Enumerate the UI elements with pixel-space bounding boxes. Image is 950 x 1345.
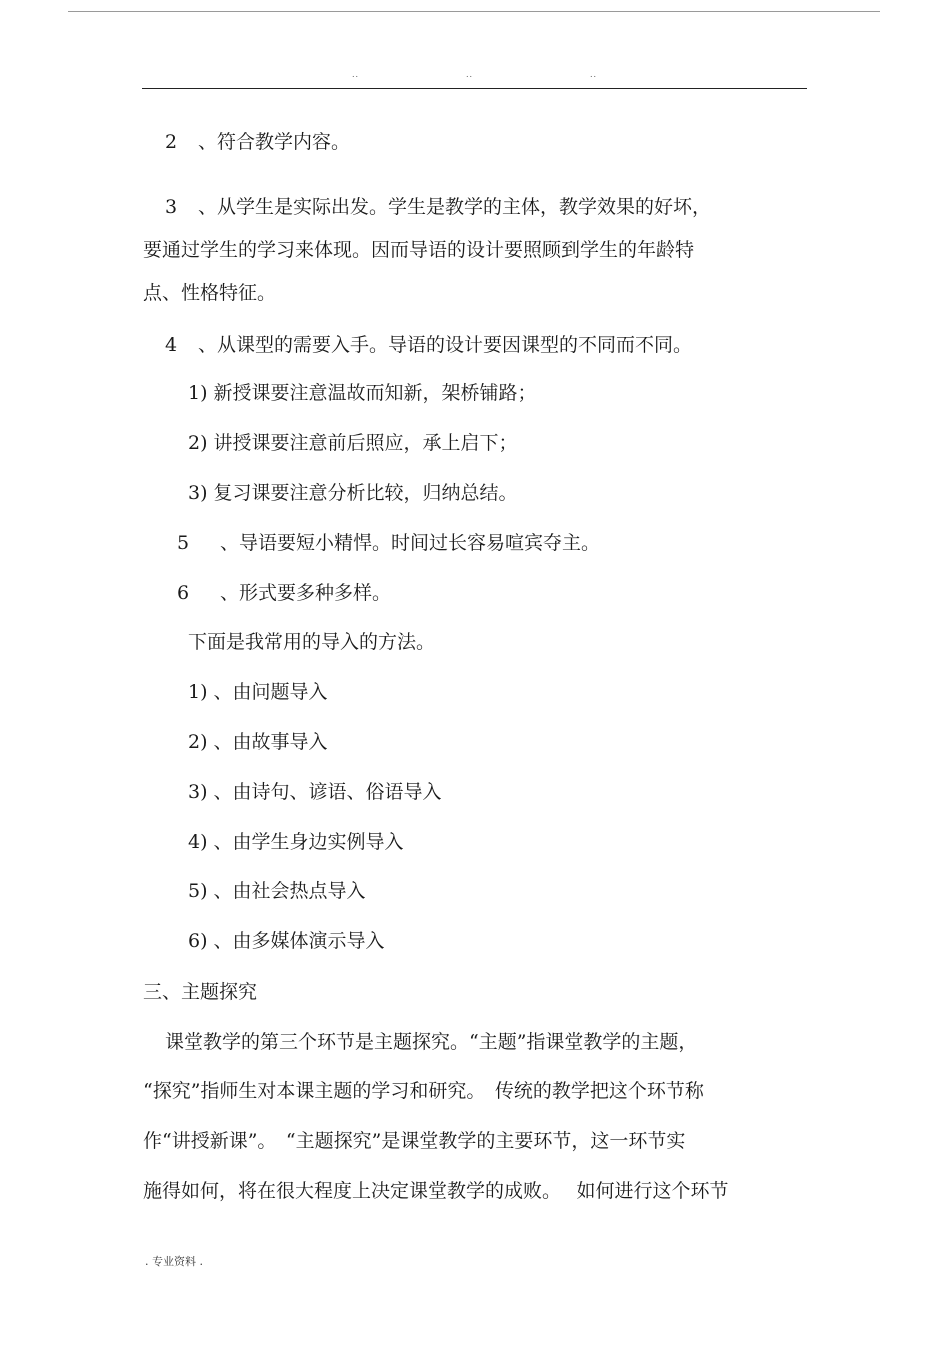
item-text: 、符合教学内容。 [198, 131, 351, 153]
list-item-3 [165, 195, 711, 219]
item-number: 6 [177, 582, 190, 604]
item-number: 3 [165, 196, 178, 218]
item-number: 2 [165, 131, 178, 153]
methods-intro: 下面是我常用的导入的方法。 [188, 631, 436, 653]
method-item: 4) 、由学生身边实例导入 [188, 831, 404, 853]
item-number: 4 [165, 334, 178, 356]
paragraph-line: 施得如何，将在很大程度上决定课堂教学的成败。 如何进行这个环节 [143, 1180, 729, 1202]
header-dots: .. [352, 70, 360, 79]
item-text: 、导语要短小精悍。时间过长容易喧宾夺主。 [220, 532, 601, 554]
item-text: 、形式要多种多样。 [220, 582, 392, 604]
header-rule [142, 88, 807, 89]
page-footer: . 专业资料 . [145, 1255, 203, 1268]
method-item: 1) 、由问题导入 [188, 681, 328, 703]
list-item-2 [165, 130, 350, 154]
header-dots: .. [466, 70, 474, 79]
method-item: 2) 、由故事导入 [188, 731, 328, 753]
item-number: 5 [177, 532, 190, 554]
list-item-4 [165, 333, 692, 357]
paragraph-line: 课堂教学的第三个环节是主题探究。“主题”指课堂教学的主题， [165, 1031, 698, 1053]
sub-item: 2) 讲授课要注意前后照应，承上启下； [188, 432, 518, 454]
paragraph-line: 作“讲授新课”。 “主题探究”是课堂教学的主要环节，这一环节实 [143, 1130, 686, 1152]
item-text: 、从课型的需要入手。导语的设计要因课型的不同而不同。 [198, 334, 693, 356]
list-item-6 [177, 581, 391, 605]
method-item: 6) 、由多媒体演示导入 [188, 930, 385, 952]
header-dots: .. [590, 70, 598, 79]
page-top-rule [68, 11, 880, 12]
paragraph-line: 点、性格特征。 [143, 282, 277, 304]
list-item-5 [177, 531, 600, 555]
section-heading: 三、主题探究 [143, 981, 258, 1003]
item-text: 、从学生是实际出发。学生是教学的主体，教学效果的好坏， [198, 196, 712, 218]
method-item: 5) 、由社会热点导入 [188, 880, 366, 902]
paragraph-line: “探究”指师生对本课主题的学习和研究。 传统的教学把这个环节称 [143, 1080, 704, 1102]
sub-item: 1) 新授课要注意温故而知新，架桥铺路； [188, 382, 537, 404]
sub-item: 3) 复习课要注意分析比较，归纳总结。 [188, 482, 518, 504]
paragraph-line: 要通过学生的学习来体现。因而导语的设计要照顾到学生的年龄特 [143, 239, 695, 261]
method-item: 3) 、由诗句、谚语、俗语导入 [188, 781, 442, 803]
